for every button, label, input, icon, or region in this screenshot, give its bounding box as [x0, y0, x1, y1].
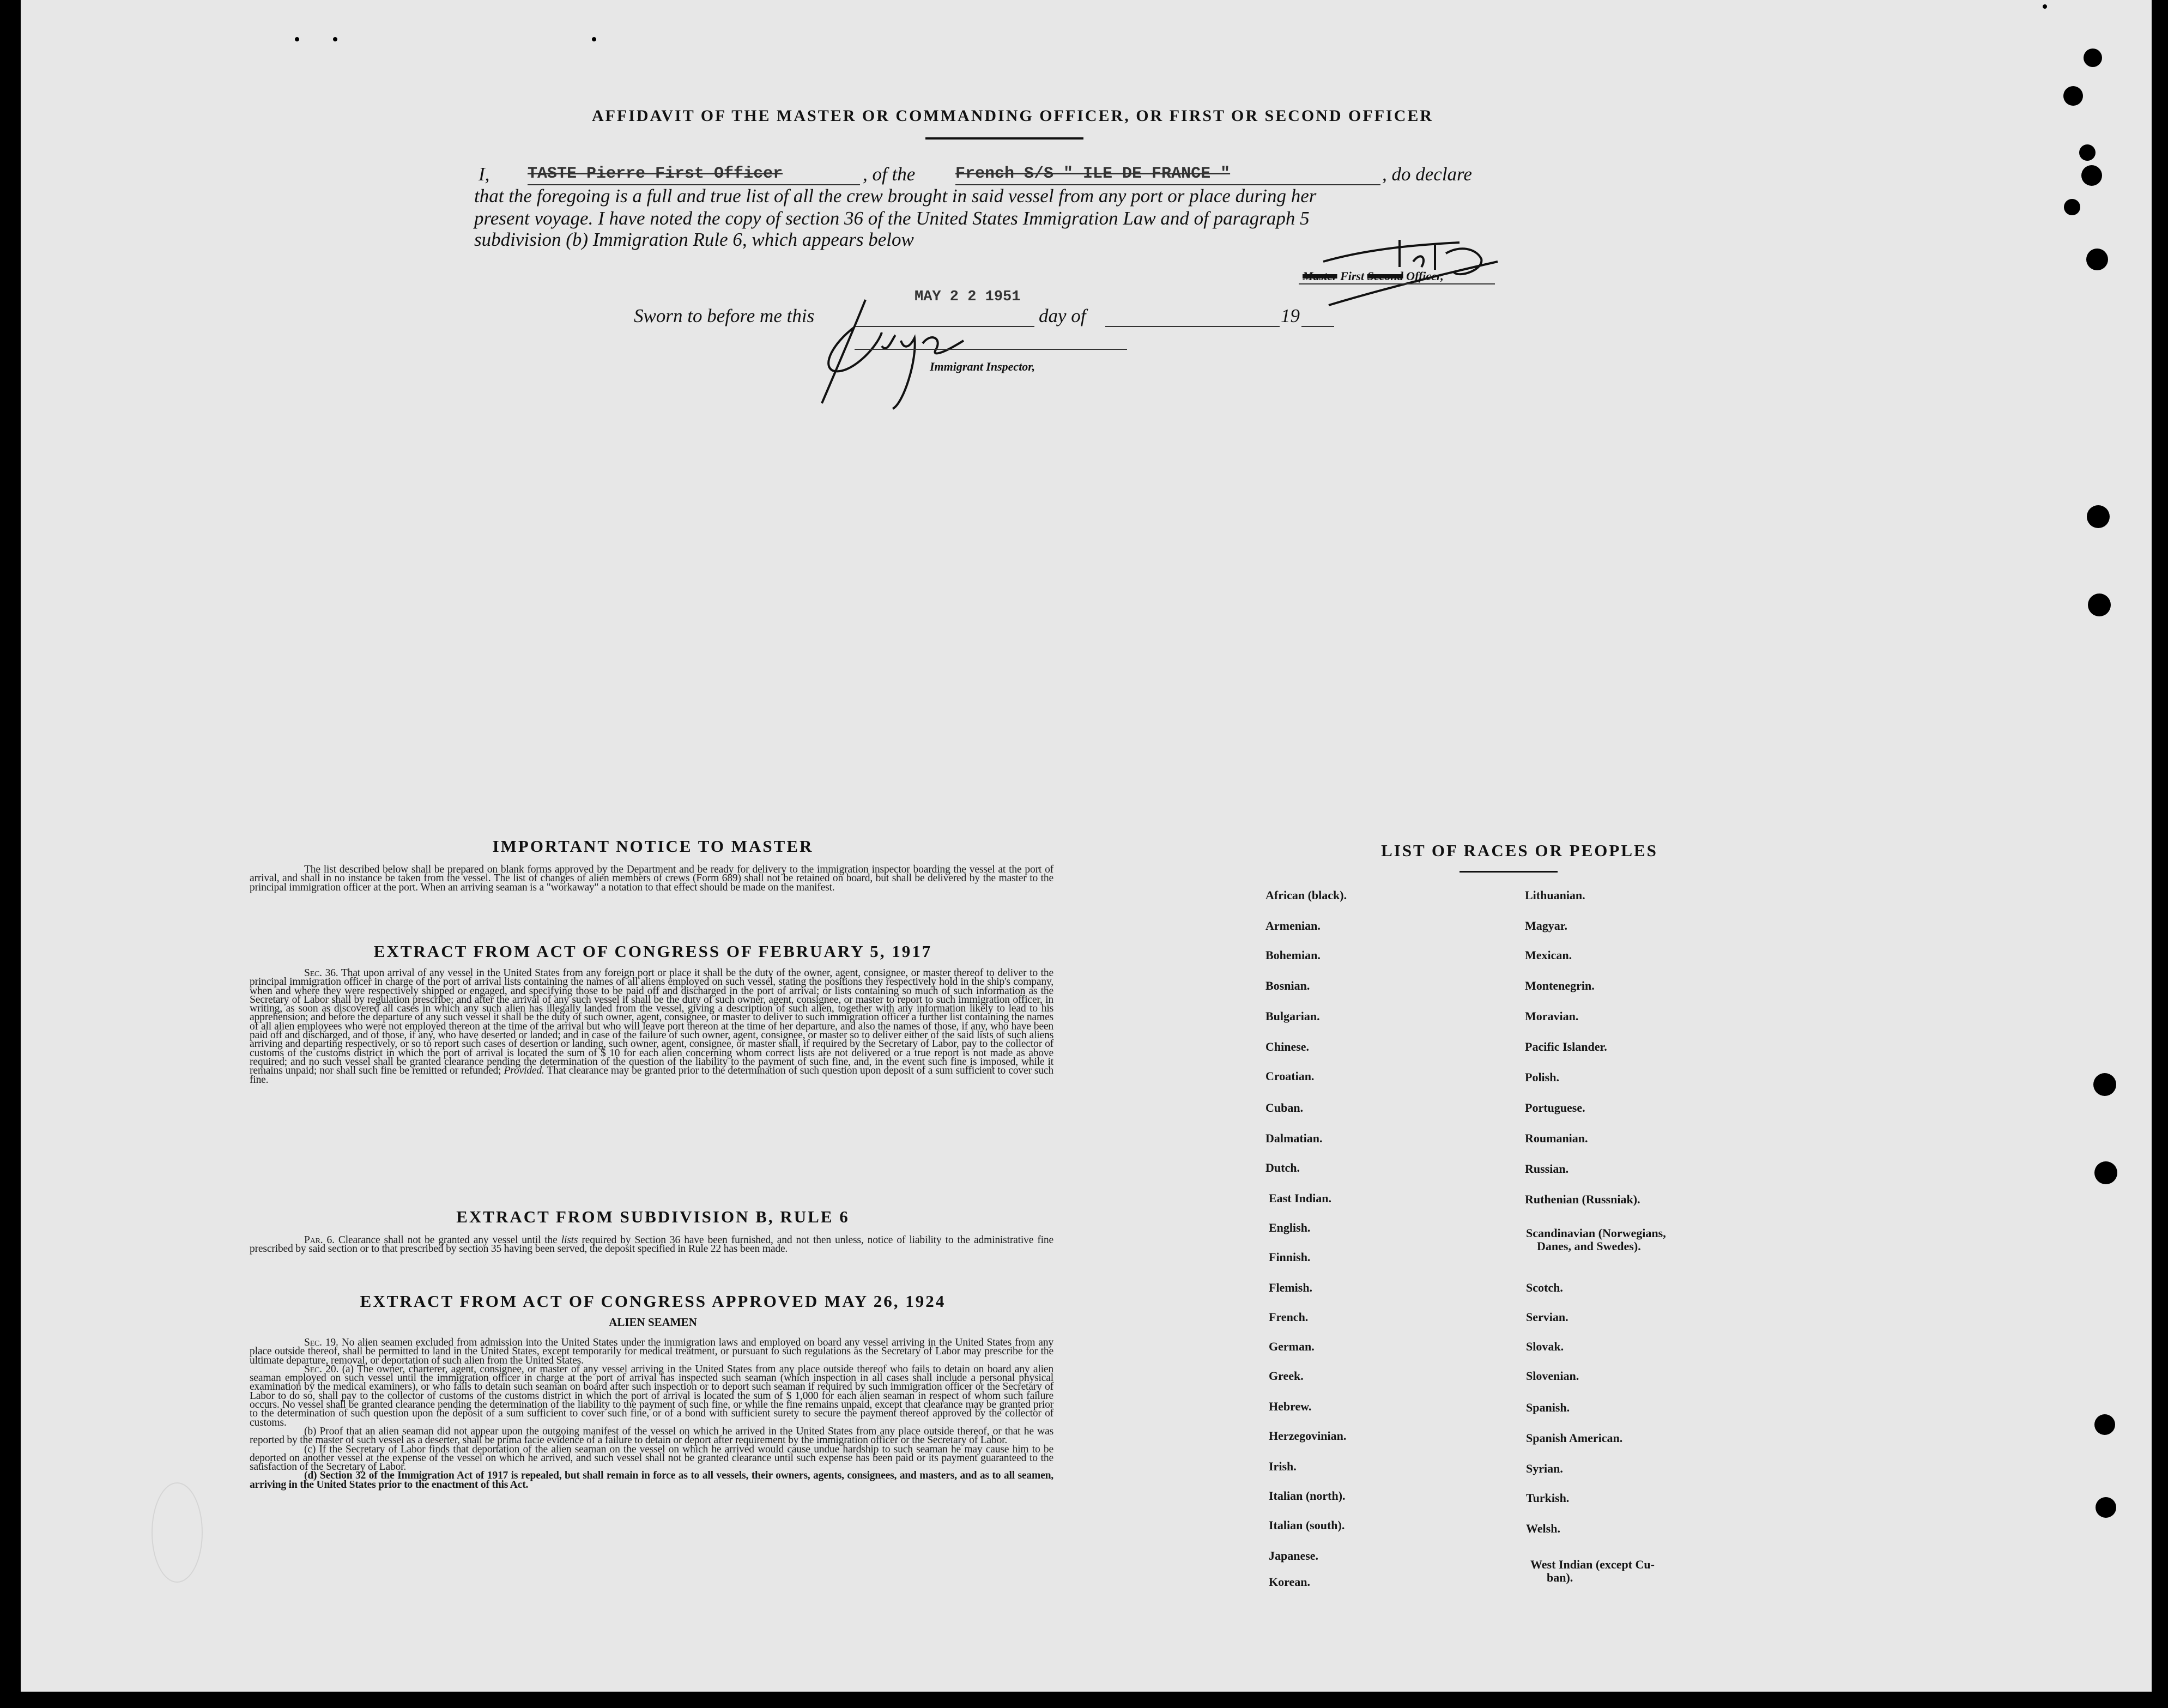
races-title-underline — [1460, 871, 1558, 873]
year-prefix: 19 — [1281, 305, 1300, 326]
sec20a-paragraph — [250, 1365, 1053, 1427]
affidavit-i: I, — [479, 163, 490, 185]
race-item: Hebrew. — [1269, 1400, 1312, 1413]
punch-hole — [2096, 1497, 2116, 1518]
notice-title: IMPORTANT NOTICE TO MASTER — [492, 837, 814, 856]
sec20b-paragraph: (b) Proof that an alien seaman did not appear upon the outgoing manifest of the vessel on which he arrived in the United States from any place outside thereof, or that he was reported by the master of such vessel as a deserter, shall be prima facie evidence of a failure to detain or deport after requirement by the immigration officer or the Secretary of Labor. — [250, 1425, 1053, 1446]
race-item: Moravian. — [1525, 1009, 1579, 1023]
date-stamp: MAY 2 2 1951 — [915, 289, 1021, 305]
day-of-label: day of — [1039, 305, 1086, 326]
affidavit-title: AFFIDAVIT OF THE MASTER OR COMMANDING OFFICER, OR FIRST OR SECOND OFFICER — [591, 107, 1434, 125]
punch-hole — [2064, 199, 2080, 215]
race-item: Korean. — [1269, 1575, 1310, 1589]
title-underline — [925, 137, 1083, 140]
month-blank-line — [1105, 326, 1280, 327]
race-item: Magyar. — [1525, 919, 1568, 932]
race-item: Italian (south). — [1269, 1518, 1345, 1532]
race-item: Bohemian. — [1265, 948, 1321, 962]
sec19-text: No alien seamen excluded from admission into the United States under the immigration laws and employed on board any vessel arriving in the United States from any place outside thereof, shall be permitted to land in the United States, except temporarily for medical treatment, or pursuant to such regulations as the Secretary of Labor may prescribe for the ultimate departure, removal, or deportation of such alien from the United States. — [250, 1337, 1053, 1366]
race-item: Lithuanian. — [1525, 888, 1585, 902]
race-item: East Indian. — [1269, 1191, 1331, 1205]
par6-label: Par. 6. — [304, 1234, 335, 1246]
race-item: Irish. — [1269, 1459, 1297, 1473]
punch-hole — [2093, 1073, 2116, 1096]
affidavit-line-4: subdivision (b) Immigration Rule 6, which appears below — [474, 229, 914, 250]
punch-hole — [2043, 4, 2047, 9]
race-item: Turkish. — [1526, 1491, 1570, 1505]
race-item: French. — [1269, 1310, 1309, 1324]
race-item: Greek. — [1269, 1369, 1304, 1383]
extract-1917-title: EXTRACT FROM ACT OF CONGRESS OF FEBRUARY 5, 1917 — [373, 942, 932, 961]
punch-hole — [333, 37, 337, 41]
extract-1924-title: EXTRACT FROM ACT OF CONGRESS APPROVED MAY 26, 1924 — [360, 1292, 946, 1311]
section-36-label: Sec. 36. — [304, 967, 338, 979]
race-item: Flemish. — [1269, 1281, 1313, 1294]
race-item: Servian. — [1526, 1310, 1569, 1324]
punch-hole — [2063, 86, 2083, 106]
race-item: Spanish American. — [1526, 1431, 1623, 1445]
race-item: Dutch. — [1265, 1161, 1300, 1174]
section-36-text: That upon arrival of any vessel in the United States from any foreign port or place it shall be the duty of the owner, agent, consignee, or master thereof to deliver to the principal immigration officer in charge of the port of arrival lists containing the names of all aliens employed on such vessel, stating the positions they respectively hold in the ship's company, when and where they were respectively shipped or engaged, and specifying those to be paid off and discharged in the port of arrival; or lists containing so much of such information as the Secretary of Labor shall by regulation prescribe; and after the arrival of any such vessel it shall be the duty of such owner, agent, consignee, or master to report to such immigration officer, in writing, as soon as discovered all cases in which any such alien has illegally landed from the vessel, giving a description of such alien, together with any information likely to lead to his apprehension; and before the departure of any such vessel it shall be the duty of such owner, agent, consignee, or master to deliver to such immigration officer a further list containing the names of all alien employees who were not employed thereon at the time of the arrival but who will leave port thereon at the time of her departure, and also the names of those, if any, who have been paid off and discharged, and of those, if any, who have deserted or landed; and in case of the failure of such owner, agent, consignee, or master so to deliver either of the said lists of such aliens arriving and departing respectively, or so to report such cases of desertion or landing, such owner, agent, consignee, or master shall, if required by the Secretary of Labor, pay to the collector of customs of the customs district in which the port of arrival is located the sum of $ 10 for each alien concerning whom correct lists are not delivered or a true report is not made as above required; and no such vessel shall be granted clearance pending the determination of the question of the liability to the payment of such fine, and, in the event such fine is imposed, while it remains unpaid; nor shall such fine be remitted or refunded; — [250, 967, 1053, 1077]
race-item: Ruthenian (Russniak). — [1525, 1192, 1640, 1206]
race-item: Danes, and Swedes). — [1537, 1239, 1641, 1253]
do-declare-label: , do declare — [1382, 163, 1472, 185]
race-item: Scandinavian (Norwegians, — [1526, 1226, 1666, 1240]
rule6-body — [250, 1236, 1053, 1254]
race-item: Polish. — [1525, 1070, 1559, 1084]
alien-seamen-subtitle: ALIEN SEAMEN — [609, 1316, 697, 1329]
race-item: Scotch. — [1526, 1281, 1563, 1294]
race-item: Roumanian. — [1525, 1131, 1588, 1145]
punch-hole — [2081, 165, 2102, 186]
race-item: Bulgarian. — [1265, 1009, 1320, 1023]
second-struck: Second — [1367, 269, 1403, 283]
race-item: Slovak. — [1526, 1340, 1564, 1353]
signature-title — [1303, 269, 1444, 283]
vessel-name-typed: French S/S " ILE DE FRANCE " — [955, 165, 1231, 183]
race-item: Mexican. — [1525, 948, 1572, 962]
punch-hole — [295, 37, 299, 41]
provided-text: That clearance may be granted prior to the determination of such question upon deposit of a sum sufficient to cover such fine. — [250, 1065, 1054, 1086]
race-item: African (black). — [1265, 888, 1347, 902]
document-sheet — [21, 0, 2152, 1692]
race-item: Cuban. — [1265, 1101, 1304, 1115]
notice-body — [250, 865, 1053, 892]
race-item: Welsh. — [1526, 1522, 1560, 1535]
provided-label: Provided. — [504, 1065, 544, 1077]
sec20a-text: (a) The owner, charterer, agent, consignee, or master of any vessel arriving in the United States from any place outside thereof who fails to detain on board any alien seaman employed on such vessel until the immigration officer in charge at the port of arrival has inspected such seaman (which inspection in all cases shall include a personal physical examination by the medical examiners), or who fails to detain such seaman on board after such inspection or to deport such seaman if required by such immigration officer or the Secretary of Labor to do so, shall pay to the collector of customs of the customs district in which the port of arrival is located the sum of $ 1,000 for each alien seaman in respect of whom such failure occurs. No vessel shall be granted clearance pending the determination of the liability to the payment of such fine, or while the fine remains unpaid, except that clearance may be granted prior to the determination of such question upon the deposit of a sum sufficient to cover such fine, or of a bond with sufficient surety to secure the payment thereof approved by the collector of customs. — [250, 1363, 1053, 1428]
race-item: Syrian. — [1526, 1462, 1563, 1475]
sworn-text: Sworn to before me this — [634, 305, 815, 326]
punch-hole — [2094, 1414, 2115, 1435]
race-item: Croatian. — [1265, 1069, 1315, 1083]
of-the-label: , of the — [863, 163, 916, 185]
par6-paragraph — [250, 1236, 1053, 1254]
race-item: Slovenian. — [1526, 1369, 1579, 1383]
race-item: Pacific Islander. — [1525, 1040, 1607, 1053]
race-item: Spanish. — [1526, 1401, 1570, 1414]
race-item: Russian. — [1525, 1162, 1569, 1176]
first-label: First — [1340, 269, 1365, 283]
sec19-label: Sec. 19. — [304, 1337, 338, 1348]
par6-text-b: required by Section 36 have been furnished, and not then unless, notice of liability to the administrative fine prescribed by said section or to that prescribed by section 35 having been served, the deposit specified in Rule 22 has been made. — [250, 1234, 1053, 1255]
races-title: LIST OF RACES OR PEOPLES — [1381, 841, 1658, 860]
faded-stamp — [152, 1482, 203, 1583]
race-item: ban). — [1547, 1571, 1573, 1584]
race-item: Dalmatian. — [1265, 1131, 1323, 1145]
affidavit-line-2: that the foregoing is a full and true list of all the crew brought in said vessel from any port or place during her — [474, 185, 1317, 207]
punch-hole — [592, 37, 596, 41]
punch-hole — [2088, 593, 2111, 616]
race-item: Italian (north). — [1269, 1489, 1346, 1503]
year-blank-line — [1301, 326, 1334, 327]
race-item: Montenegrin. — [1525, 979, 1595, 992]
section-36-paragraph — [250, 969, 1053, 1085]
inspector-signature — [800, 294, 996, 414]
punch-hole — [2087, 505, 2110, 528]
affidavit-line-1 — [479, 163, 489, 185]
sec20-label: Sec. 20. — [304, 1363, 339, 1375]
punch-hole — [2079, 144, 2096, 161]
extract-1924-body — [250, 1338, 1053, 1489]
race-item: Chinese. — [1265, 1040, 1310, 1053]
rule6-title: EXTRACT FROM SUBDIVISION B, RULE 6 — [456, 1207, 850, 1226]
inspector-line — [855, 349, 1127, 350]
notice-paragraph: The list described below shall be prepared on blank forms approved by the Department and be ready for delivery to the immigration inspector boarding the vessel at the port of arrival, and shall in no instance be taken from the vessel. The list of changes of alien members of crews (Form 689) shall not be retained on board, but shall be delivered by the master to the principal immigration officer at the port. When an arriving seaman is a "workaway" a notation to that effect should be made on the manifest. — [250, 864, 1053, 893]
sec20c-paragraph: (c) If the Secretary of Labor finds that deportation of the alien seaman on the vessel on which he arrived would cause undue hardship to such seaman he may cause him to be deported on another vessel at the expense of the vessel on which he arrived, and such vessel shall not be granted clearance until such expense has been paid or its payment guaranteed to the satisfaction of the Secretary of Labor. — [250, 1443, 1053, 1473]
affidavit-line-3: present voyage. I have noted the copy of section 36 of the United States Immigration Law and of paragraph 5 — [474, 208, 1310, 229]
extract-1917-body — [250, 969, 1053, 1085]
sec19-paragraph — [250, 1338, 1053, 1365]
inspector-label: Immigrant Inspector, — [930, 360, 1035, 373]
punch-hole — [2094, 1161, 2117, 1184]
officer-name-typed: TASTE Pierre First Officer — [528, 165, 783, 183]
race-item: Finnish. — [1269, 1250, 1311, 1264]
race-item: Herzegovinian. — [1269, 1429, 1347, 1443]
race-item: Portuguese. — [1525, 1101, 1585, 1115]
par6-text-a: Clearance shall not be granted any vessel until the — [338, 1234, 558, 1246]
race-item: German. — [1269, 1340, 1315, 1353]
signature-line — [1299, 283, 1495, 284]
master-struck: Master — [1303, 269, 1337, 283]
punch-hole — [2084, 49, 2102, 67]
sec20d-paragraph: (d) Section 32 of the Immigration Act of 1917 is repealed, but shall remain in force as to all vessels, their owners, agents, consignees, and masters, and as to all seamen, arriving in the United States prior to the enactment of this Act. — [250, 1470, 1053, 1491]
race-item: English. — [1269, 1221, 1311, 1234]
punch-hole — [2086, 249, 2108, 270]
officer-label: Officer, — [1406, 269, 1444, 283]
race-item: Japanese. — [1269, 1549, 1319, 1562]
par6-lists: lists — [561, 1234, 578, 1246]
race-item: Bosnian. — [1265, 979, 1310, 992]
race-item: West Indian (except Cu- — [1530, 1558, 1655, 1571]
race-item: Armenian. — [1265, 919, 1321, 932]
